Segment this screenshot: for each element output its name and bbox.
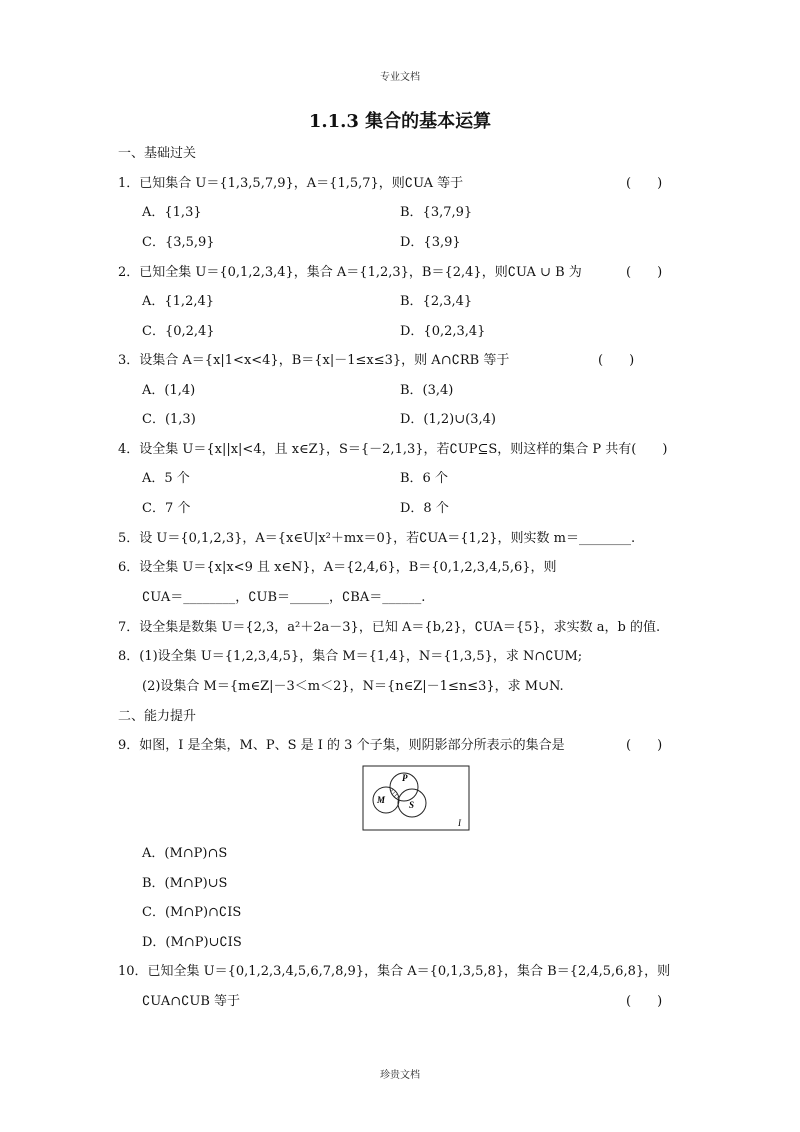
section-heading-advanced: 二、能力提升: [118, 709, 197, 724]
label-s: S: [409, 800, 415, 810]
answer-paren-3: ( ): [598, 353, 635, 368]
option: C．(1,3): [142, 412, 196, 427]
question-3: 3．设集合 A＝{x|1<x<4}，B＝{x|－1≤x≤3}，则 A∩∁RB 等于: [118, 353, 510, 368]
option: D．8 个: [400, 501, 449, 516]
question-7: 7．设全集是数集 U＝{2,3，a²＋2a－3}，已知 A＝{b,2}，∁UA＝{5}，求实数 a，b 的值.: [118, 620, 661, 635]
question-4: 4．设全集 U＝{x||x|<4，且 x∈Z}，S＝{－2,1,3}，若∁UP⊆S，则这样的集合 P 共有( ): [118, 442, 668, 457]
question-5: 5．设 U＝{0,1,2,3}，A＝{x∈U|x²＋mx＝0}，若∁UA＝{1,2}，则实数 m＝________.: [118, 531, 636, 546]
question-8: 8．(1)设全集 U＝{1,2,3,4,5}，集合 M＝{1,4}，N＝{1,3,5}，求 N∩∁UM;: [118, 649, 583, 664]
section-heading-basic: 一、基础过关: [118, 146, 197, 161]
label-p: P: [402, 773, 408, 783]
option: C．(M∩P)∩∁IS: [142, 905, 242, 920]
option: D．{0,2,3,4}: [400, 324, 486, 339]
label-m: M: [377, 795, 386, 805]
answer-paren-9: ( ): [626, 738, 663, 753]
question-6: 6．设全集 U＝{x|x<9 且 x∈N}，A＝{2,4,6}，B＝{0,1,2,3,4,5,6}，则: [118, 560, 557, 575]
option: B．(3,4): [400, 383, 454, 398]
option: D．(1,2)∪(3,4): [400, 412, 496, 427]
page-header: 专业文档: [380, 72, 420, 83]
option: B．(M∩P)∪S: [142, 876, 228, 891]
option: D．(M∩P)∪∁IS: [142, 935, 242, 950]
option: B．{2,3,4}: [400, 294, 473, 309]
answer-paren-10: ( ): [626, 994, 663, 1009]
question-1: 1．已知集合 U＝{1,3,5,7,9}，A＝{1,5,7}，则∁UA 等于: [118, 176, 464, 191]
page-footer: 珍贵文档: [380, 1070, 420, 1081]
answer-paren-1: ( ): [626, 176, 663, 191]
option: A．{1,3}: [142, 205, 202, 220]
option: C．7 个: [142, 501, 191, 516]
label-i: I: [458, 818, 461, 828]
option: C．{0,2,4}: [142, 324, 215, 339]
option: A．(1,4): [142, 383, 196, 398]
option: A．5 个: [142, 471, 190, 486]
option: B．6 个: [400, 471, 448, 486]
option: A．(M∩P)∩S: [142, 846, 228, 861]
page-title: 1.1.3 集合的基本运算: [308, 111, 492, 132]
answer-paren-2: ( ): [626, 265, 663, 280]
option: B．{3,7,9}: [400, 205, 473, 220]
question-6-line2: ∁UA＝________，∁UB＝______，∁BA＝______.: [142, 590, 426, 605]
question-2: 2．已知全集 U＝{0,1,2,3,4}，集合 A＝{1,2,3}，B＝{2,4}，则∁UA ∪ B 为: [118, 265, 582, 280]
venn-diagram: [362, 765, 470, 831]
question-8-line2: (2)设集合 M＝{m∈Z|－3＜m＜2}，N＝{n∈Z|－1≤n≤3}，求 M∪N.: [142, 679, 564, 694]
option: D．{3,9}: [400, 235, 461, 250]
question-10: 10．已知全集 U＝{0,1,2,3,4,5,6,7,8,9}，集合 A＝{0,1,3,5,8}，集合 B＝{2,4,5,6,8}，则: [118, 964, 671, 979]
question-9: 9．如图，I 是全集，M、P、S 是 I 的 3 个子集，则阴影部分所表示的集合是: [118, 738, 565, 753]
question-10-line2: ∁UA∩∁UB 等于: [142, 994, 241, 1009]
option: C．{3,5,9}: [142, 235, 215, 250]
option: A．{1,2,4}: [142, 294, 215, 309]
